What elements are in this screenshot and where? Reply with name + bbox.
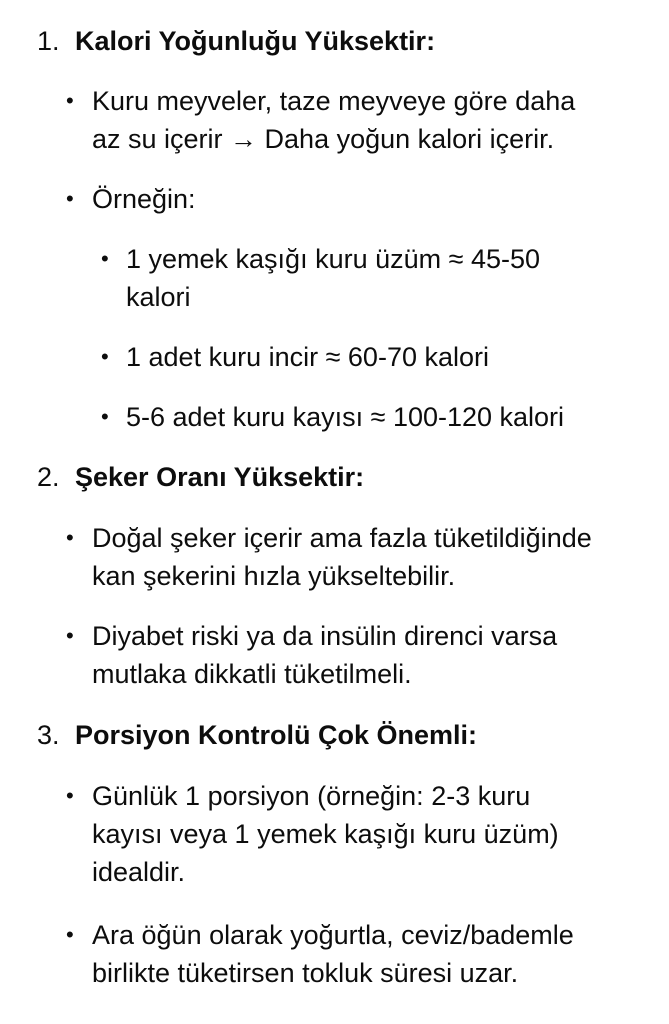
sub-list-item-text: 1 yemek kaşığı kuru üzüm ≈ 45-50 bbox=[126, 244, 541, 274]
list-item-text: az su içerir → Daha yoğun kalori içerir. bbox=[92, 124, 555, 154]
bullet: • bbox=[66, 922, 74, 947]
list-item-text: Örneğin: bbox=[92, 184, 196, 214]
section-heading: Kalori Yoğunluğu Yüksektir: bbox=[75, 26, 436, 56]
list-item-text: idealdir. bbox=[92, 857, 186, 887]
bullet: • bbox=[66, 525, 74, 550]
section-heading: Şeker Oranı Yüksektir: bbox=[75, 462, 365, 492]
bullet: • bbox=[66, 623, 74, 648]
list-item-text: kan şekerini hızla yükseltebilir. bbox=[92, 561, 456, 591]
list-item-text: Kuru meyveler, taze meyveye göre daha bbox=[92, 86, 576, 116]
bullet: • bbox=[66, 783, 74, 808]
list-item-text: Ara öğün olarak yoğurtla, ceviz/bademle bbox=[92, 920, 574, 950]
sub-list-item-text: kalori bbox=[126, 282, 191, 312]
list-item-text: mutlaka dikkatli tüketilmeli. bbox=[92, 659, 412, 689]
list-item-text: Günlük 1 porsiyon (örneğin: 2-3 kuru bbox=[92, 781, 531, 811]
bullet: • bbox=[101, 344, 109, 369]
section-number: 2. bbox=[37, 462, 60, 492]
bullet: • bbox=[66, 186, 74, 211]
sub-list-item-text: 5-6 adet kuru kayısı ≈ 100-120 kalori bbox=[126, 402, 565, 432]
bullet: • bbox=[101, 246, 109, 271]
section-number: 3. bbox=[37, 720, 60, 750]
section-heading: Porsiyon Kontrolü Çok Önemli: bbox=[75, 720, 478, 750]
list-item-text: kayısı veya 1 yemek kaşığı kuru üzüm) bbox=[92, 819, 559, 849]
list-item-text: birlikte tüketirsen tokluk süresi uzar. bbox=[92, 958, 519, 988]
bullet: • bbox=[66, 88, 74, 113]
bullet: • bbox=[101, 404, 109, 429]
sub-list-item-text: 1 adet kuru incir ≈ 60-70 kalori bbox=[126, 342, 489, 372]
list-item-text: Doğal şeker içerir ama fazla tüketildiğinde bbox=[92, 523, 592, 553]
section-number: 1. bbox=[37, 26, 60, 56]
list-item-text: Diyabet riski ya da insülin direnci varsa bbox=[92, 621, 558, 651]
